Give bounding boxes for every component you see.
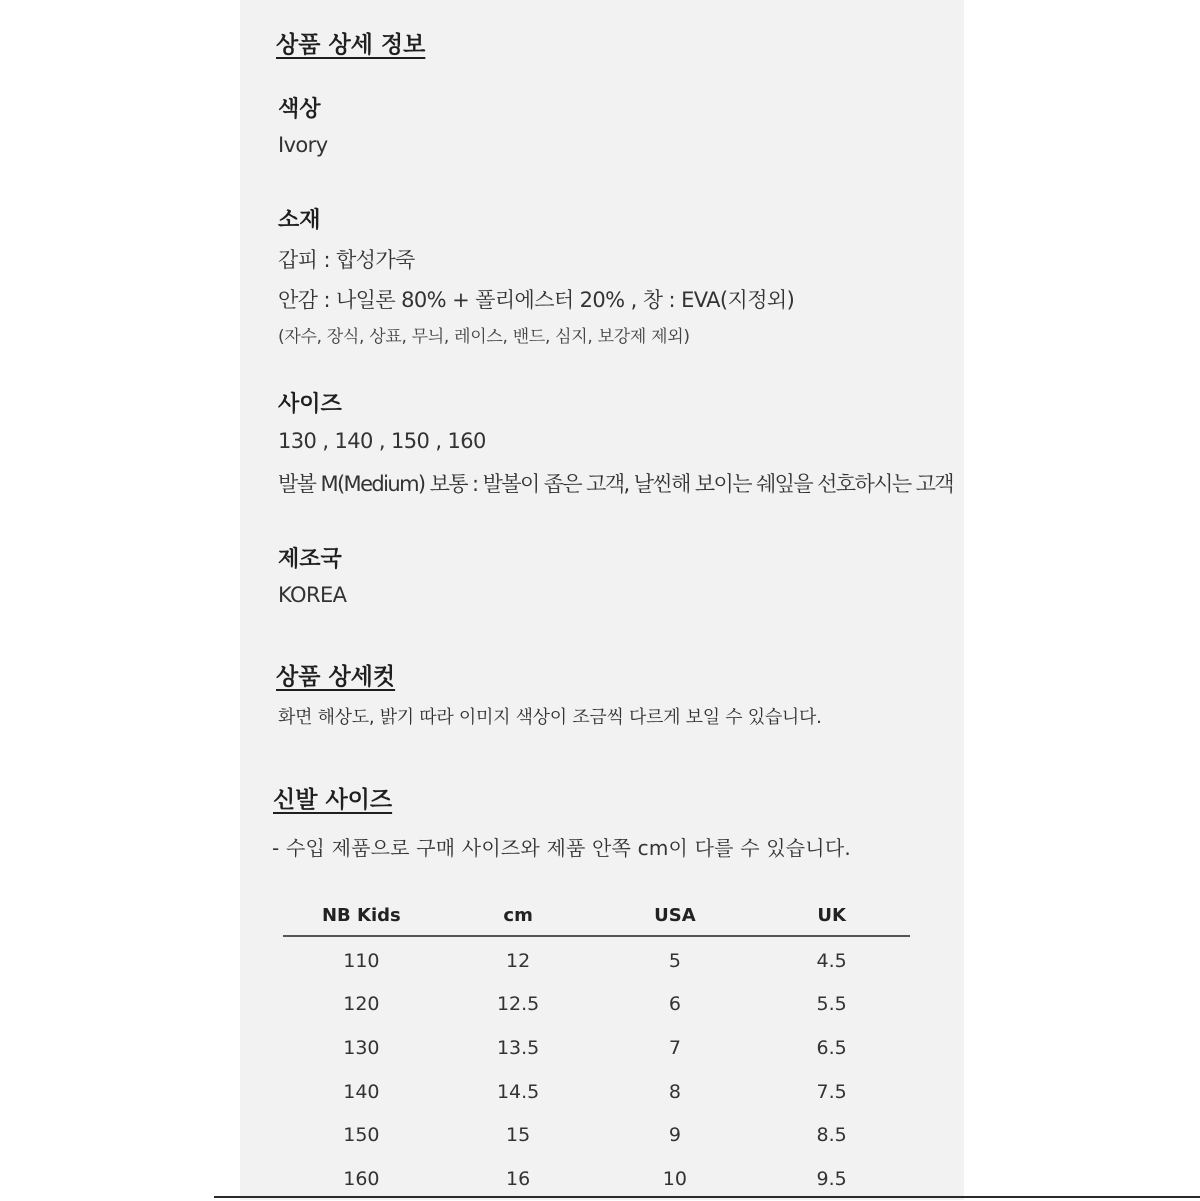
table-row [283, 939, 910, 983]
table-row [283, 1113, 910, 1157]
cell-usa: 8 [668, 1080, 681, 1103]
cell-nb-kids: 130 [343, 1036, 380, 1059]
material-upper: 갑피 : 합성가죽 [278, 248, 415, 272]
shoe-size-note: - 수입 제품으로 구매 사이즈와 제품 안쪽 cm이 다를 수 있습니다. [272, 836, 851, 860]
cell-cm: 14.5 [496, 1080, 540, 1103]
cell-uk: 7.5 [816, 1080, 847, 1103]
cell-nb-kids: 120 [343, 993, 380, 1016]
size-table [283, 895, 910, 1201]
cell-cm: 12.5 [496, 993, 540, 1016]
header-cm: cm [503, 904, 533, 926]
cell-nb-kids: 110 [343, 949, 380, 972]
color-label: 색상 [278, 97, 321, 122]
cell-uk: 5.5 [816, 993, 847, 1016]
header-usa: USA [654, 904, 696, 926]
detail-cut-title: 상품 상세컷 [276, 664, 396, 690]
cell-uk: 8.5 [816, 1124, 847, 1147]
size-values: 130 , 140 , 150 , 160 [278, 429, 486, 453]
size-fit: 발볼 M(Medium) 보통 : 발볼이 좁은 고객, 날씬해 보이는 쉐잎을 선호하시는 고객 [278, 472, 953, 496]
size-table-body [283, 937, 910, 1201]
material-lining: 안감 : 나일론 80% + 폴리에스터 20% , 창 : EVA(지정외) [278, 288, 795, 312]
cell-usa: 6 [668, 993, 681, 1016]
size-label: 사이즈 [278, 392, 342, 417]
header-uk: UK [817, 904, 846, 926]
cell-usa: 9 [668, 1124, 681, 1147]
material-label: 소재 [278, 208, 321, 233]
table-row [283, 1070, 910, 1114]
cell-cm: 12 [506, 949, 531, 972]
table-row [283, 1026, 910, 1070]
cell-usa: 5 [668, 949, 681, 972]
product-detail-title: 상품 상세 정보 [276, 32, 426, 58]
origin-value: KOREA [278, 583, 347, 607]
cell-cm: 15 [506, 1124, 531, 1147]
color-value: Ivory [278, 133, 328, 157]
cell-usa: 10 [662, 1167, 687, 1190]
cell-nb-kids: 150 [343, 1124, 380, 1147]
shoe-size-title: 신발 사이즈 [273, 787, 393, 813]
detail-cut-note: 화면 해상도, 밝기 따라 이미지 색상이 조금씩 다르게 보일 수 있습니다. [278, 707, 822, 728]
material-note: (자수, 장식, 상표, 무늬, 레이스, 밴드, 심지, 보강제 제외) [278, 327, 690, 347]
cell-cm: 16 [506, 1167, 531, 1190]
cell-uk: 9.5 [816, 1167, 847, 1190]
cell-nb-kids: 160 [343, 1167, 380, 1190]
table-row [283, 1157, 910, 1201]
cell-uk: 6.5 [816, 1036, 847, 1059]
cell-cm: 13.5 [496, 1036, 540, 1059]
origin-label: 제조국 [278, 547, 342, 572]
header-nb-kids: NB Kids [321, 904, 401, 926]
table-row [283, 983, 910, 1027]
cell-uk: 4.5 [816, 949, 847, 972]
cell-nb-kids: 140 [343, 1080, 380, 1103]
size-table-header [283, 895, 910, 937]
cell-usa: 7 [668, 1036, 681, 1059]
